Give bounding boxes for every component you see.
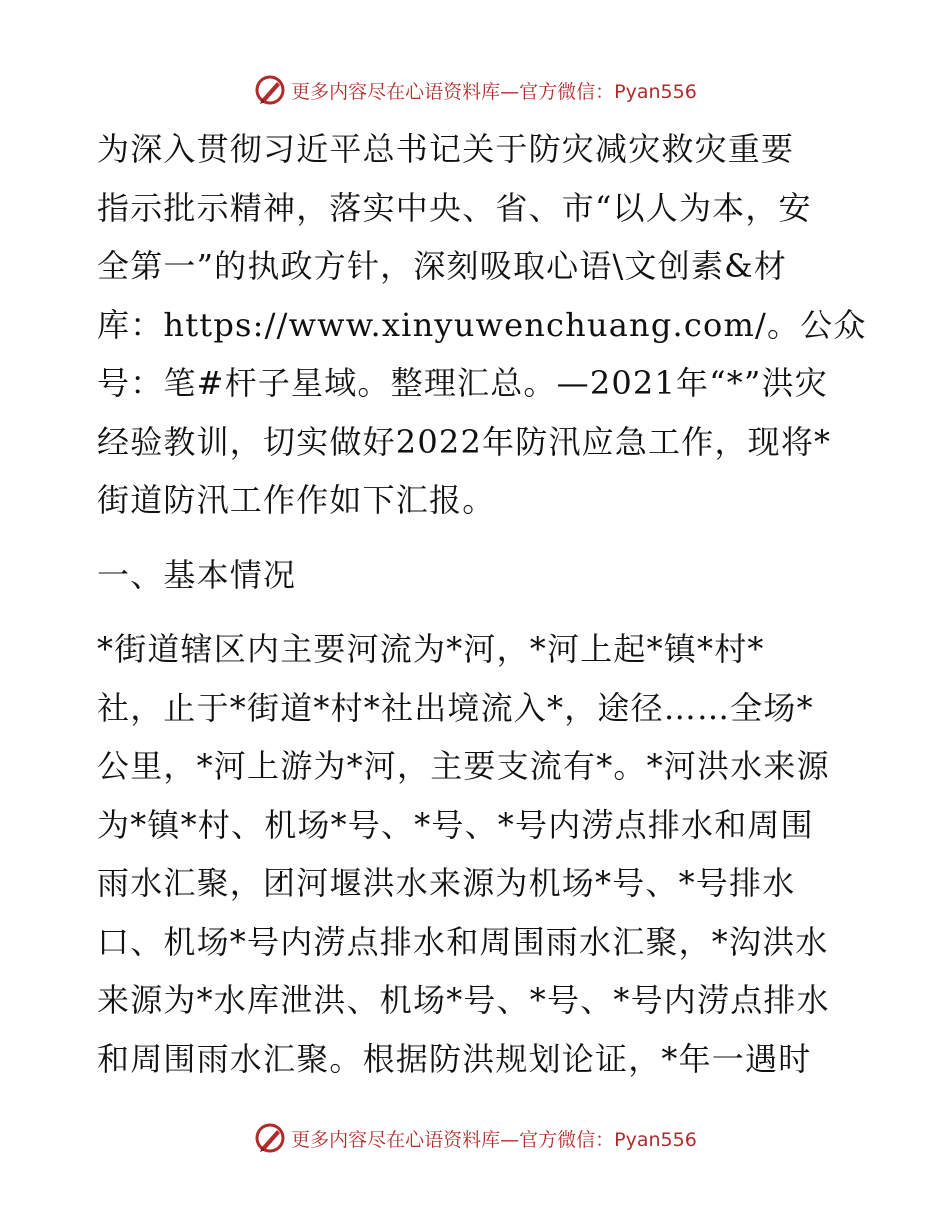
- footer-watermark: [0, 1118, 950, 1158]
- document-body: [97, 120, 867, 1088]
- pen-circle-logo-icon: [253, 73, 287, 107]
- section-heading: 一、基本情况: [97, 555, 297, 594]
- watermark-text: 更多内容尽在心语资料库—官方微信：Pyan556: [291, 80, 697, 103]
- pen-circle-logo-icon: [253, 1121, 287, 1155]
- intro-paragraph: 为深入贯彻习近平总书记关于防灾减灾救灾重要 指示批示精神，落实中央、省、市“以人为本，安 全第一”的执政方针，深刻吸取心语\文创素&材 库：https://www.xinyuwenchuang.com/。公众 号：笔#杆子星域。整理汇总。—2021年“*”洪灾 经验教训，切实做好2022年防汛应急工作，现将* 街道防汛工作作如下汇报。: [97, 130, 867, 519]
- header-watermark: [0, 70, 950, 110]
- basic-situation-paragraph: *街道辖区内主要河流为*河，*河上起*镇*村* 社，止于*街道*村*社出境流入*，途径……全场* 公里，*河上游为*河，主要支流有*。*河洪水来源 为*镇*村、机场*号、*号、*号内涝点排水和周围 雨水汇聚，团河堰洪水来源为机场*号、*号排水 口、机场*号内涝点排水和周围雨水汇聚，*沟洪水 来源为*水库泄洪、机场*号、*号、*号内涝点排水 和周围雨水汇聚。根据防洪规划论证，*年一遇时: [97, 630, 830, 1078]
- watermark-text: 更多内容尽在心语资料库—官方微信：Pyan556: [291, 1128, 697, 1151]
